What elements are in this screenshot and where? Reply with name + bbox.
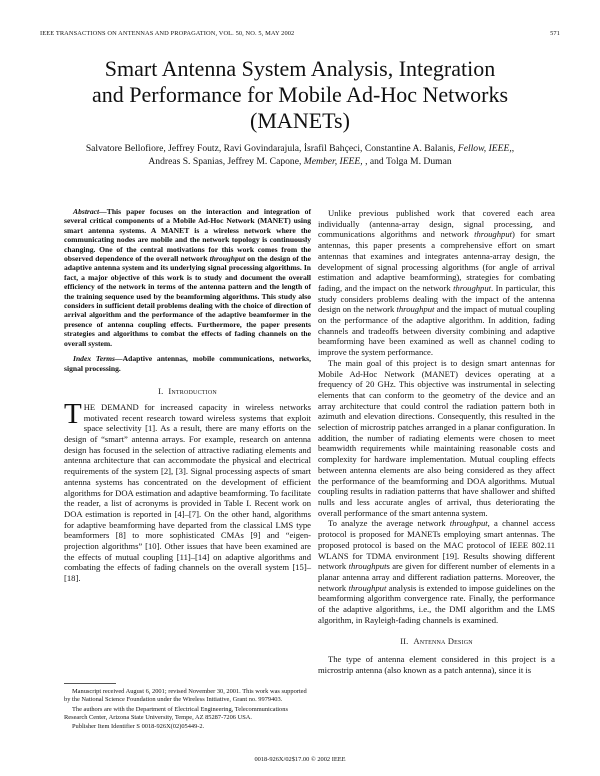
title-line-2: and Performance for Mobile Ad-Hoc Networks [91, 82, 509, 107]
title-line-3: (MANETs) [250, 108, 350, 133]
intro-text: HE DEMAND for increased capacity in wireless networks motivated recent research toward wireless systems that exploit space selectivity [1]. As a result, there are many efforts on the design of “smart” antenna arrays. For example, research on antenna design has focused in the selection of attractive radiating elements and antenna architecture that can accommodate the physical and electrical requirements of the system [2], [3]. Signal processing aspects of smart antenna systems has concentrated on the development of efficient algorithms for DOA estimation and adaptive beamforming. To facilitate the reader, a list of acronyms is provided in Table I. Recent work on DOA estimation is reported in [4]–[7]. On the other hand, algorithms for adaptive beamforming have departed from the classical LMS type beamformers [8] to more sophisticated CMAs [9] and “eigen-projection algorithms” [10]. Other issues that have been examined are the effects of mutual coupling [11]–[14] on adaptive algorithms and combating the effects of fading channels on the overall system [15]–[18]. [64, 401, 311, 584]
footnote-manuscript: Manuscript received August 6, 2001; revised November 30, 2001. This work was supported by the National Science Foundation under the Wireless Initiative, Grant no. 9979403. [64, 688, 307, 704]
right-column [318, 208, 555, 676]
section-1-number: I. [158, 386, 164, 396]
section-1-heading [64, 387, 311, 396]
right-paragraph-1 [318, 208, 555, 358]
right-p3-text-d: analysis is extended to impose guidelines on the beamforming algorithm convergence rate. Finally, the performance of the adaptive algorithms, i.e., the DMI algorithm and the LMS algorithm, in Rayleigh-fading channels is examined. [318, 582, 556, 625]
section-2-heading [318, 637, 555, 646]
title-line-1: Smart Antenna System Analysis, Integration [104, 56, 496, 81]
abstract-text: This paper focuses on the interaction and integration of several critical components of a Mobile Ad-Hoc Network (MANET) using smart antenna systems. A MANET is a wireless network where the communicating nodes are mobile and the network topology is continuously changing. One of the central motivations for this work comes from the observed dependence of the overall network [64, 207, 311, 264]
right-p1-throughput-3: throughput [396, 304, 435, 315]
footnote-pii: Publisher Item Identifier S 0018-926X(02)05449-2. [72, 723, 205, 731]
copyright-line: 0018-926X/02$17.00 © 2002 IEEE [254, 756, 346, 763]
right-p1-throughput-2: throughput [453, 282, 492, 293]
drop-cap: T [64, 397, 82, 430]
right-p3-text-a: To analyze the average network [328, 518, 446, 529]
abstract-throughput: throughput [209, 254, 246, 264]
index-terms-text: Adaptive antennas, mobile communications, networks, signal processing. [64, 354, 311, 373]
index-terms [64, 354, 311, 373]
right-p3-text-c: s are given for different number of elements in a planar antenna array and different radiation patterns. Moreover, the network [318, 561, 555, 593]
authors-part-2: Andreas S. Spanias, Jeffrey M. Capone, [148, 155, 302, 167]
author-list [50, 143, 550, 168]
section-2-title: Antenna Design [413, 637, 473, 647]
footnote-rule [64, 683, 116, 684]
left-column [64, 207, 311, 584]
authors-part-1: Salvatore Bellofiore, Jeffrey Foutz, Ravi Govindarajula, İsrafil Bahçeci, Constantine A. Balanis, [85, 143, 456, 154]
author-line-2 [50, 156, 550, 169]
journal-header: IEEE TRANSACTIONS ON ANTENNAS AND PROPAGATION, VOL. 50, NO. 5, MAY 2002 [40, 30, 295, 37]
right-p1-text-a: Unlike previous published work that covered each area individually (antenna-array design, signal processing, and communications algorithms and network [318, 208, 555, 240]
index-terms-lead: Index Terms— [73, 354, 123, 364]
right-p3-throughput-1: throughput [449, 518, 488, 529]
right-p1-throughput-1: throughput [474, 229, 513, 240]
right-p3-throughput-3: throughput [348, 582, 387, 593]
right-p1-text-d: and the impact of mutual coupling on the performance of the adaptive algorithm. In addition, fading channels and tradeoffs between diversity combining and adaptive beamforming have been examined as well as channel coding to improve the system performance. [318, 304, 555, 358]
right-paragraph-3 [318, 518, 555, 625]
abstract-lead: Abstract— [73, 207, 107, 216]
section-1-title: Introduction [168, 386, 217, 396]
abstract-text-2: on the design of the adaptive antenna system and its underlying signal processing algorithms. In fact, a major objective of this work is to study and document the overall efficiency of the network in terms of the antenna pattern and the length of the training sequence used by the beamforming algorithms. This study also considers in sufficient detail problems dealing with the choice of direction of arrival algorithm and the performance of the adaptive beamformer in the presence of antenna coupling effects. Furthermore, the paper presents strategies and algorithms to combat the effects of fading channels on the overall system. [64, 254, 311, 348]
paper-title [40, 56, 560, 134]
abstract [64, 207, 311, 348]
right-paragraph-2: The main goal of this project is to design smart antennas for Mobile Ad-Hoc Network (MANET) devices operating at a frequency of 20 GHz. This objective was instrumental in selecting elements that can conform to the geometry of the device and an array architecture that could control the radiation pattern both in azimuth and elevation directions. Consequently, this resulted in the selection of microstrip patches arranged in a planar configuration. In addition, the number of radiating elements were chosen to meet beamwidth requirements while maintaining reasonable costs and complexity for hardware implementation. Mutual coupling effects between antenna elements are also being considered as they affect the performance of the beamforming and DOA algorithms. Mutual coupling results in radiation patterns that have shallower and shifted nulls and less accurate angles of arrival, thus deteriorating the overall performance of the smart antenna system. [318, 357, 555, 518]
right-p1-text-c: . In particular, this study considers problems dealing with the impact of the antenna design on the network [318, 282, 555, 315]
right-p3-text-b: , a channel access protocol is proposed for MANETs employing smart antennas. The proposed protocol is based on the MAC protocol of IEEE 802.11 WLANS for TDMA environment [19]. Results showing different network [318, 518, 556, 572]
intro-paragraph [64, 397, 311, 584]
footnote-affiliation: The authors are with the Department of Electrical Engineering, Telecommunications Research Center, Arizona State University, Tempe, AZ 85287-7206 USA. [64, 705, 288, 721]
author-line-1 [50, 143, 550, 156]
page-number: 571 [550, 30, 560, 37]
section-2-number: II. [400, 637, 409, 647]
authors-part-3: , and Tolga M. Duman [365, 155, 452, 167]
fellow-title: Fellow, IEEE, [457, 143, 512, 154]
right-p1-text-b: ) for smart antennas, this paper presents a comprehensive effort on smart antennas that examines and integrates antenna-array design, the development of signal processing algorithms (for angle of arrival estimation and adaptive beamforming), strategies for combating fading, and the impact on the network [318, 229, 555, 293]
section-2-paragraph: The type of antenna element considered in this project is a microstrip antenna (also known as a patch antenna), since it is [318, 654, 555, 676]
authors-comma: , [511, 143, 515, 154]
footnotes [64, 688, 311, 733]
right-p3-throughput-2: throughput [348, 561, 387, 572]
member-title: Member, IEEE, [303, 155, 363, 167]
